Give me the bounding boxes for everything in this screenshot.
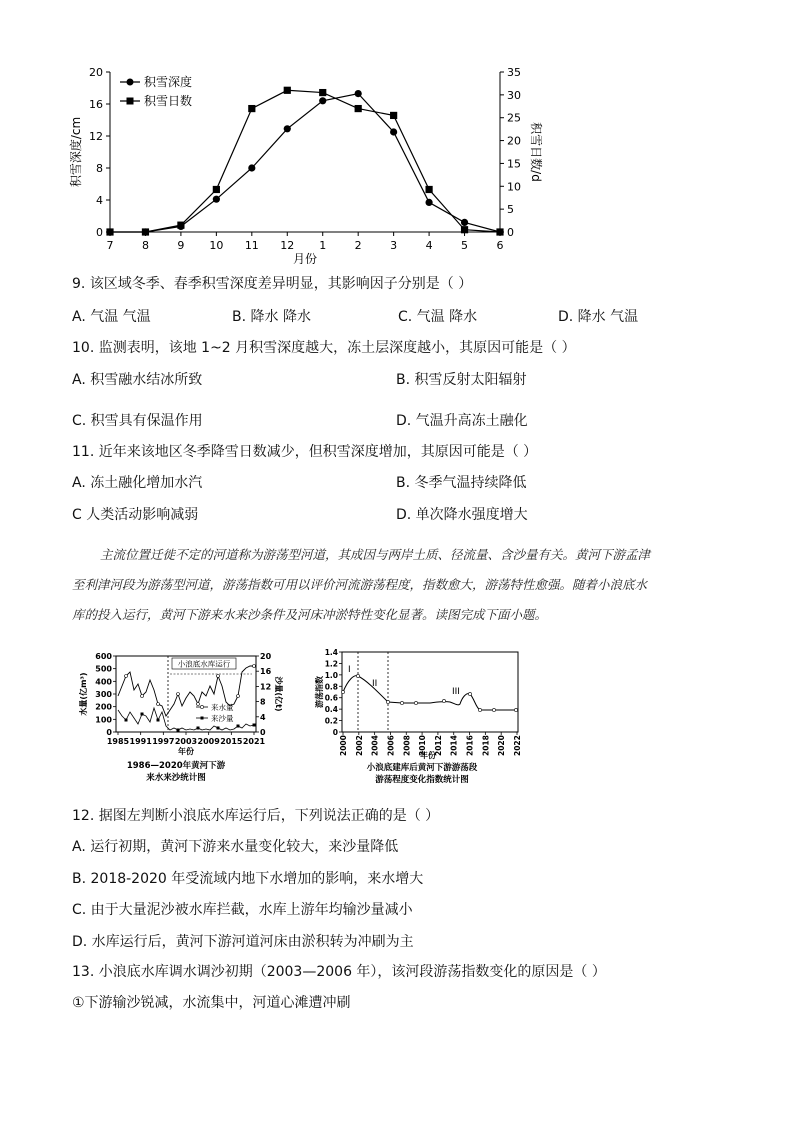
chart3-y-label: 游荡指数 xyxy=(315,676,324,708)
q10-option-b: B. 积雪反射太阳辐射 xyxy=(396,372,527,388)
q10-option-d: D. 气温升高冻土融化 xyxy=(396,413,528,429)
y-left-tick-label: 400 xyxy=(95,677,112,687)
y-right-tick-label: 20 xyxy=(507,134,521,148)
x-tick-label: 2015 xyxy=(220,737,243,746)
legend xyxy=(120,74,192,108)
question-10-stem: 10. 监测表明，该地 1~2 月积雪深度越大，冻土层深度越小，其原因可能是（ ） xyxy=(72,340,576,356)
q11-option-a: A. 冻土融化增加水汽 xyxy=(72,475,203,491)
days-point xyxy=(355,105,362,112)
stage-3-label: III xyxy=(452,687,460,697)
depth-point xyxy=(284,125,291,132)
days-point xyxy=(319,89,326,96)
stage-2-label: II xyxy=(372,679,378,689)
depth-point xyxy=(461,219,468,226)
y-left-tick-label: 16 xyxy=(89,98,103,111)
y-left-tick-label: 600 xyxy=(95,652,112,661)
y-right-tick-label: 30 xyxy=(507,88,521,102)
question-12-stem: 12. 据图左判断小浪底水库运行后，下列说法正确的是（ ） xyxy=(72,808,440,824)
y-tick-label: 0.2 xyxy=(324,716,338,726)
x-tick-label: 8 xyxy=(141,239,149,252)
days-point xyxy=(496,228,503,235)
chart2-y-right-label: 沙量(亿t) xyxy=(274,676,283,712)
x-tick-label: 2022 xyxy=(513,735,522,756)
wandering-index-markers xyxy=(341,674,517,711)
q12-option-d: D. 水库运行后，黄河下游河道河床由淤积转为冲刷为主 xyxy=(72,934,414,950)
question-13-stem: 13. 小浪底水库调水调沙初期（2003—2006 年），该河段游荡指数变化的原因是（ ） xyxy=(72,964,606,980)
reservoir-annotation xyxy=(170,658,252,674)
x-axis-label: 月份 xyxy=(292,252,318,266)
q9-option-b: B. 降水 降水 xyxy=(232,309,311,325)
chart2-y-left-label: 水量(亿m³) xyxy=(79,672,88,716)
y-tick-label: 1.2 xyxy=(324,659,338,669)
depth-point xyxy=(390,128,397,135)
q12-option-b: B. 2018-2020 年受流域内地下水增加的影响，来水增大 xyxy=(72,871,424,887)
wandering-index-line xyxy=(343,676,516,710)
series-line xyxy=(110,90,500,232)
days-point xyxy=(248,105,255,112)
depth-point xyxy=(425,199,432,206)
y-tick-label: 1.4 xyxy=(324,648,338,657)
y-right-tick-label: 0 xyxy=(507,226,514,239)
y-left-tick-label: 0 xyxy=(106,728,112,737)
x-tick-label: 2002 xyxy=(354,735,364,756)
passage-line: 至利津河段为游荡型河道，游荡指数可用以评价河流游荡程度，指数愈大，游荡特性愈强。随着小浪底水 xyxy=(72,577,648,592)
y-right-tick-label: 0 xyxy=(260,728,266,737)
q10-option-a: A. 积雪融水结冰所致 xyxy=(72,372,203,388)
x-tick-label: 2010 xyxy=(418,735,428,756)
question-9-stem: 9. 该区域冬季、春季积雪深度差异明显，其影响因子分别是（ ） xyxy=(72,276,473,292)
x-tick-label: 2004 xyxy=(370,735,380,756)
y-left-tick-label: 200 xyxy=(95,702,112,712)
y-left-tick-label: 12 xyxy=(89,130,103,143)
y-tick-label: 0.6 xyxy=(324,693,338,703)
sediment-line xyxy=(118,708,254,730)
y-right-tick-label: 4 xyxy=(260,712,266,722)
days-point xyxy=(390,112,397,119)
legend-circle-marker xyxy=(127,79,134,86)
water-sediment-chart xyxy=(76,646,286,786)
x-tick-label: 3 xyxy=(390,239,398,252)
y-right-tick-label: 5 xyxy=(507,203,514,217)
chart3-x-label: 年份 xyxy=(420,751,436,760)
depth-point xyxy=(213,196,220,203)
passage-line: 库的投入运行，黄河下游来水来沙条件及河床冲淤特性变化显著。读图完成下面小题。 xyxy=(72,607,548,622)
x-tick-label: 2012 xyxy=(433,735,443,756)
x-tick-label: 1 xyxy=(319,239,327,252)
chart3-caption-2: 游荡程度变化指数统计图 xyxy=(375,775,469,785)
x-tick-label: 2020 xyxy=(497,735,507,756)
x-tick-label: 2009 xyxy=(197,737,220,746)
legend-days: 积雪日数 xyxy=(144,94,193,108)
series-line xyxy=(110,94,500,232)
q11-option-d: D. 单次降水强度增大 xyxy=(396,507,528,523)
days-point xyxy=(142,228,149,235)
y-right-tick-label: 12 xyxy=(260,682,272,692)
q12-option-a: A. 运行初期，黄河下游来水量变化较大，来沙量降低 xyxy=(72,839,399,855)
q9-option-a: A. 气温 气温 xyxy=(72,309,151,325)
chart3-caption-1: 小浪底建库后黄河下游游荡段 xyxy=(366,763,478,773)
y-right-tick-label: 16 xyxy=(260,667,272,677)
x-tick-label: 7 xyxy=(106,239,114,252)
svg-text:小浪底水库运行: 小浪底水库运行 xyxy=(177,659,231,669)
stage-1-label: I xyxy=(348,665,351,675)
chart2-caption-1: 1986—2020年黄河下游 xyxy=(126,761,226,771)
y-left-tick-label: 300 xyxy=(95,690,112,699)
svg-text:来沙量: 来沙量 xyxy=(211,714,234,723)
y-right-tick-label: 20 xyxy=(260,652,272,661)
x-tick-label: 1991 xyxy=(129,737,152,746)
x-tick-label: 2006 xyxy=(386,735,396,756)
y-right-tick-label: 10 xyxy=(507,180,521,194)
svg-text:来水量: 来水量 xyxy=(211,703,234,712)
x-tick-label: 12 xyxy=(280,239,295,252)
y-right-tick-label: 8 xyxy=(260,697,266,707)
y-right-tick-label: 35 xyxy=(507,66,521,79)
y-left-tick-label: 0 xyxy=(96,226,103,239)
y-left-tick-label: 500 xyxy=(95,664,112,674)
y-tick-label: 1.0 xyxy=(324,670,338,680)
chart2-caption-2: 来水来沙统计图 xyxy=(146,773,206,783)
question-11-stem: 11. 近年来该地区冬季降雪日数减少，但积雪深度增加，其原因可能是（ ） xyxy=(72,444,538,460)
x-tick-label: 11 xyxy=(244,239,259,252)
y-tick-label: 0 xyxy=(332,728,338,737)
x-tick-label: 6 xyxy=(496,239,504,252)
chart2-legend xyxy=(196,702,234,723)
y-left-tick-label: 20 xyxy=(89,66,103,79)
x-tick-label: 2008 xyxy=(402,735,412,756)
wandering-index-chart xyxy=(310,646,530,786)
x-tick-label: 2014 xyxy=(449,735,459,756)
water-volume-line xyxy=(118,666,254,716)
x-tick-label: 9 xyxy=(177,239,185,252)
y-left-tick-label: 100 xyxy=(95,715,112,725)
days-point xyxy=(213,186,220,193)
x-tick-label: 1985 xyxy=(106,737,130,746)
y-tick-label: 0.8 xyxy=(324,682,338,692)
days-point xyxy=(106,228,113,235)
x-tick-label: 2 xyxy=(354,239,362,252)
depth-point xyxy=(319,97,326,104)
x-tick-label: 2018 xyxy=(481,735,491,756)
y-right-tick-label: 25 xyxy=(507,111,521,125)
x-tick-label: 2003 xyxy=(174,737,198,746)
days-point xyxy=(284,87,291,94)
chart2-x-label: 年份 xyxy=(178,747,194,756)
y-right-label: 积雪日数/d xyxy=(529,122,543,182)
q12-option-c: C. 由于大量泥沙被水库拦截，水库上游年均输沙量减小 xyxy=(72,902,413,918)
days-point xyxy=(177,222,184,229)
x-tick-label: 5 xyxy=(461,239,469,252)
x-tick-label: 2016 xyxy=(465,735,475,756)
y-left-tick-label: 8 xyxy=(96,162,103,175)
y-left-tick-label: 4 xyxy=(96,194,103,207)
q9-option-d: D. 降水 气温 xyxy=(558,309,639,325)
legend-depth: 积雪深度 xyxy=(144,75,193,89)
reading-passage xyxy=(72,540,732,630)
q10-option-c: C. 积雪具有保温作用 xyxy=(72,413,203,429)
q9-option-c: C. 气温 降水 xyxy=(398,309,478,325)
legend-square-marker xyxy=(127,98,134,105)
q11-option-c: C 人类活动影响减弱 xyxy=(72,507,199,523)
y-right-tick-label: 15 xyxy=(507,157,521,171)
depth-point xyxy=(355,90,362,97)
snow-chart xyxy=(60,58,550,270)
x-tick-label: 4 xyxy=(425,239,433,252)
x-tick-label: 1997 xyxy=(152,737,175,746)
y-tick-label: 0.4 xyxy=(324,705,338,715)
days-point xyxy=(425,186,432,193)
passage-line: 主流位置迁徙不定的河道称为游荡型河道，其成因与两岸土质、径流量、含沙量有关。黄河下游孟津 xyxy=(100,547,651,562)
days-point xyxy=(461,226,468,233)
x-tick-label: 10 xyxy=(209,239,224,252)
x-tick-label: 2021 xyxy=(242,737,266,746)
q11-option-b: B. 冬季气温持续降低 xyxy=(396,475,527,491)
q13-option-1: ①下游输沙锐减，水流集中，河道心滩遭冲刷 xyxy=(72,995,351,1011)
y-left-label: 积雪深度/cm xyxy=(69,116,83,188)
depth-point xyxy=(248,164,255,171)
x-tick-label: 2000 xyxy=(339,735,348,756)
